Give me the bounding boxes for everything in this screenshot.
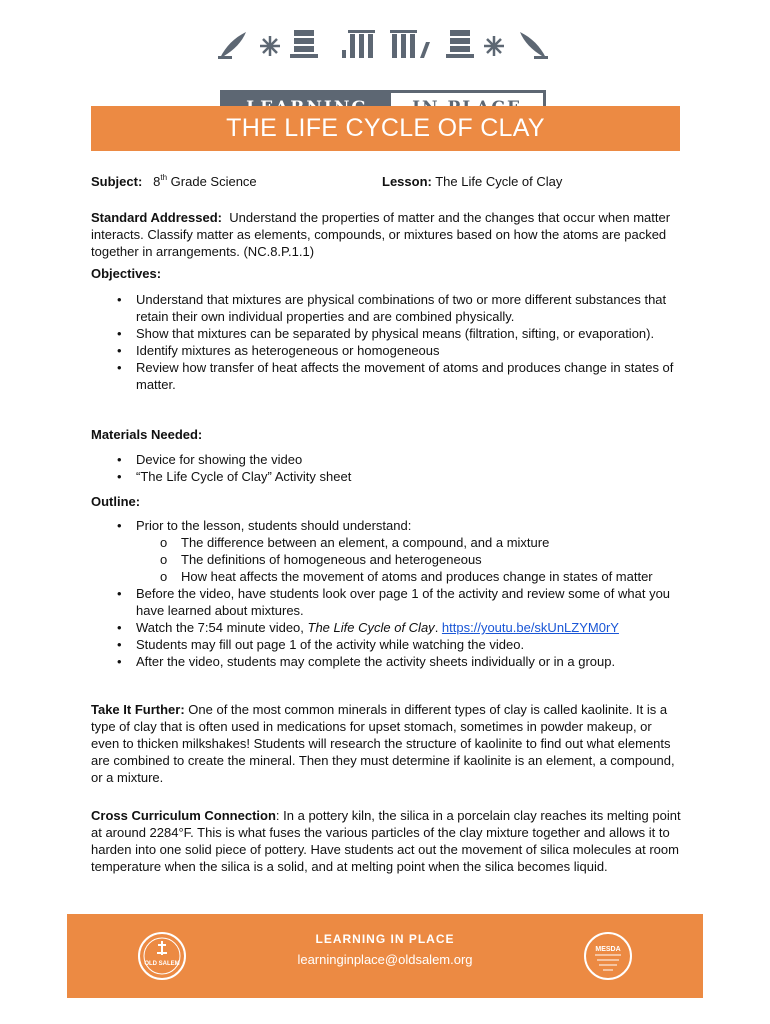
list-item: • Watch the 7:54 minute video, The Life Cycle of Clay. https://youtu.be/skUnLZYM0rY [117, 620, 619, 635]
further-label: Take It Further: [91, 702, 185, 717]
quill-icon [218, 32, 246, 59]
sub-list-item: o The definitions of homogeneous and heterogeneous [160, 552, 482, 567]
standard-label: Standard Addressed: [91, 210, 222, 225]
materials-list [91, 451, 691, 485]
sub-bullet: o [160, 552, 168, 567]
list-item: • Review how transfer of heat affects the movement of atoms and produces change in states of matter. [117, 360, 674, 392]
list-item: • Understand that mixtures are physical combinations of two or more different substances that retain their own individual properties and are combined physically. [117, 292, 667, 324]
list-item: • Device for showing the video [117, 452, 303, 467]
objectives-heading: Objectives: [91, 266, 162, 281]
list-item: • After the video, students may complete the activity sheets individually or in a group. [117, 654, 616, 669]
bullet: • [117, 452, 122, 467]
columns-icon [390, 30, 430, 58]
subject-grade: 8 [153, 174, 161, 189]
learning-in-place-logo [218, 28, 548, 108]
list-item: • Students may fill out page 1 of the activity while watching the video. [117, 637, 525, 652]
cross-text: : In a pottery kiln, the silica in a porcelain clay reaches its melting point at around 2284°F. This is what fuses the various particles of the clay mixture together and allows it to harden into one solid piece of pottery. Have students act out the movement of silica molecules at room temperature when the silica is a solid, and at melting point when the silica becomes liquid. [91, 808, 681, 874]
list-item: • “The Life Cycle of Clay” Activity sheet [117, 469, 352, 484]
quill-icon [520, 32, 548, 59]
title-bar [91, 106, 680, 151]
subject-label: Subject: [91, 174, 143, 189]
sub-bullet: o [160, 535, 168, 550]
lesson-line [382, 173, 562, 190]
mesda-seal-icon [583, 931, 633, 981]
footer-title: LEARNING IN PLACE [315, 932, 455, 946]
books-icon [290, 30, 318, 58]
svg-text:MESDA: MESDA [595, 946, 621, 953]
sub-list-item: o The difference between an element, a compound, and a mixture [160, 535, 550, 550]
standard-text: Understand the properties of matter and the changes that occur when matter interacts. Classify matter as elements, compounds, or mixtures based on how the atoms are packed together in arrangements. (NC.8.P.1.1) [91, 210, 671, 259]
outline-heading: Outline: [91, 494, 141, 509]
cross-label: Cross Curriculum Connection [91, 808, 276, 823]
sub-list-item: o How heat affects the movement of atoms and produces change in states of matter [160, 569, 653, 584]
list-item: • Identify mixtures as heterogeneous or homogeneous [117, 343, 440, 358]
subject-grade-suffix: th [160, 173, 168, 182]
footer-email[interactable]: learninginplace@oldsalem.org [297, 952, 473, 967]
subject-value: Grade Science [170, 174, 257, 189]
star-icon [484, 36, 504, 56]
logo-icon-row [218, 28, 548, 60]
bullet: • [117, 518, 122, 533]
svg-text:OLD SALEM: OLD SALEM [144, 961, 180, 967]
sub-bullet: o [160, 569, 168, 584]
bullet: • [117, 360, 122, 375]
footer-bar [67, 914, 703, 998]
take-it-further [91, 701, 681, 786]
books-icon [446, 30, 474, 58]
list-item: • Prior to the lesson, students should understand: o The difference between an element, a compound, and a mixture o The definitions of homogeneous and heterogeneous o How heat affects the movement of atoms and produces change in states of matter [91, 517, 691, 585]
outline-list [91, 517, 691, 670]
page-title: THE LIFE CYCLE OF CLAY [226, 114, 545, 142]
bullet: • [117, 654, 122, 669]
subject-line [91, 173, 257, 190]
video-title: The Life Cycle of Clay [307, 620, 435, 635]
bullet: • [117, 326, 122, 341]
materials-heading: Materials Needed: [91, 427, 203, 442]
video-link[interactable]: https://youtu.be/skUnLZYM0rY [441, 620, 619, 635]
lesson-value: The Life Cycle of Clay [435, 174, 563, 189]
cross-curriculum-connection [91, 807, 681, 875]
bullet: • [117, 620, 122, 635]
bullet: • [117, 469, 122, 484]
lesson-label: Lesson: [382, 174, 432, 189]
standard-addressed [91, 209, 681, 260]
bullet: • [117, 586, 122, 601]
star-icon [260, 36, 280, 56]
further-text: One of the most common minerals in different types of clay is called kaolinite. It is a type of clay that is often used in medications for upset stomach, sometimes in powder makeup, or even to thicken milkshakes! Students will research the structure of kaolinite to find out what elements are combined to create the mineral. Then they must determine if kaolinite is an element, a compound, or a mixture. [91, 702, 675, 785]
objectives-list [91, 291, 691, 393]
bullet: • [117, 292, 122, 307]
outline-sub-list [136, 534, 691, 585]
list-item: • Show that mixtures can be separated by physical means (filtration, sifting, or evaporation). [117, 326, 655, 341]
bullet: • [117, 343, 122, 358]
bullet: • [117, 637, 122, 652]
columns-icon [342, 30, 375, 58]
list-item: • Before the video, have students look over page 1 of the activity and review some of what you have learned about mixtures. [117, 586, 671, 618]
